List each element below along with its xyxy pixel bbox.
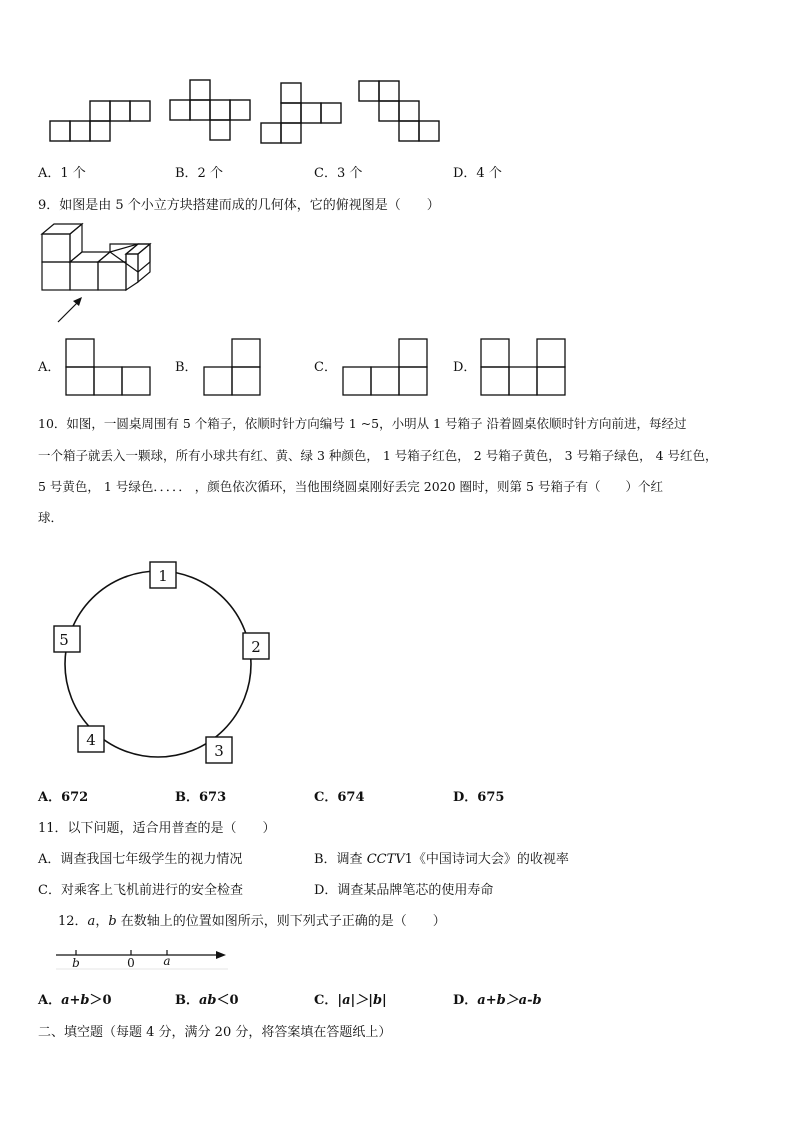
- q10-option-a[interactable]: A．672: [38, 790, 89, 805]
- q8-option-a[interactable]: A．1 个: [38, 166, 86, 181]
- q12-option-a[interactable]: [38, 993, 112, 1009]
- q12-sep: ，: [95, 914, 109, 929]
- q10-option-b[interactable]: B．673: [175, 790, 227, 805]
- q12-option-d[interactable]: [453, 993, 542, 1009]
- q12-option-d-label: D．: [453, 993, 478, 1008]
- section2-heading: 二、填空题（每题 4 分，满分 20 分，将答案填在答题纸上）: [38, 1025, 392, 1040]
- box-3-label: 3: [214, 742, 224, 760]
- q12-option-b-expr: ab: [199, 993, 217, 1008]
- q8-option-c[interactable]: C．3 个: [314, 166, 363, 181]
- box-4-label: 4: [86, 731, 96, 749]
- q12-number-line: [0, 940, 794, 980]
- q11-option-a[interactable]: A．调查我国七年级学生的视力情况: [38, 852, 243, 867]
- q9-option-b-label[interactable]: B．: [175, 360, 198, 375]
- q11-stem: 11．以下问题，适合用普查的是（ ）: [38, 821, 276, 836]
- q12-number: 12．: [58, 914, 88, 929]
- q10-stem-line3: 5 号黄色， 1 号绿色．．．．． ，颜色依次循环，当他围绕圆桌刚好丢完 2020 圈时，则第 5 号箱子有（ ）个红: [38, 479, 663, 494]
- q12-option-a-expr: a+b: [61, 993, 90, 1008]
- q12-stem-rest: 在数轴上的位置如图所示，则下列式子正确的是（ ）: [116, 914, 446, 929]
- axis-label-zero: 0: [127, 956, 135, 970]
- q11-option-b-cctv: CCTV: [366, 852, 405, 867]
- box-1-label: 1: [158, 567, 168, 585]
- q12-option-c[interactable]: [314, 993, 387, 1009]
- q10-round-table-figure: [0, 555, 794, 775]
- q8-net-figures: [0, 0, 794, 150]
- q12-option-b[interactable]: [175, 993, 239, 1009]
- q11-option-b-pre: B．调查: [314, 852, 367, 867]
- q10-stem-line4: 球．: [38, 510, 64, 525]
- q11-option-d[interactable]: D．调查某品牌笔芯的使用寿命: [314, 883, 494, 898]
- q11-option-b[interactable]: [314, 852, 569, 868]
- q10-stem-line1: 10．如图，一圆桌周围有 5 个箱子，依顺时针方向编号 1 ~5，小明从 1 号箱子 沿着圆桌依顺时针方向前进，每经过: [38, 416, 687, 431]
- q12-var-a: a: [87, 914, 96, 929]
- box-2-label: 2: [251, 638, 261, 656]
- axis-label-a: a: [163, 954, 171, 968]
- q9-option-c-label[interactable]: C．: [314, 360, 337, 375]
- q10-stem-line2: 一个箱子就丢入一颗球，所有小球共有红、黄、绿 3 种颜色， 1 号箱子红色， 2 号箱子黄色， 3 号箱子绿色， 4 号红色，: [38, 448, 718, 463]
- q12-option-a-rel: ＞0: [89, 993, 112, 1008]
- q9-option-a-label[interactable]: A．: [38, 360, 61, 375]
- q8-option-b[interactable]: B．2 个: [175, 166, 223, 181]
- q9-stem: 9．如图是由 5 个小立方块搭建而成的几何体，它的俯视图是（ ）: [38, 198, 440, 213]
- q9-option-d-label[interactable]: D．: [453, 360, 477, 375]
- q8-option-d[interactable]: D．4 个: [453, 166, 502, 181]
- q9-option-views: [0, 335, 794, 405]
- q12-option-b-rel: ＜0: [216, 993, 239, 1008]
- q12-option-c-label: C．: [314, 993, 338, 1008]
- q12-option-a-label: A．: [38, 993, 62, 1008]
- q12-option-c-expr: |a|＞|b|: [337, 993, 387, 1008]
- q11-option-b-post: 1《中国诗词大会》的收视率: [404, 852, 569, 867]
- box-5-label: 5: [59, 631, 69, 649]
- q12-stem: [58, 914, 446, 930]
- q9-solid-figure: [0, 220, 794, 330]
- q11-option-c[interactable]: C．对乘客上飞机前进行的安全检查: [38, 883, 243, 898]
- axis-label-b: b: [72, 956, 80, 970]
- q12-option-d-expr: a+b＞a-b: [477, 993, 542, 1008]
- q10-option-c[interactable]: C．674: [314, 790, 365, 805]
- q12-var-b: b: [108, 914, 117, 929]
- q10-option-d[interactable]: D．675: [453, 790, 505, 805]
- q12-option-b-label: B．: [175, 993, 199, 1008]
